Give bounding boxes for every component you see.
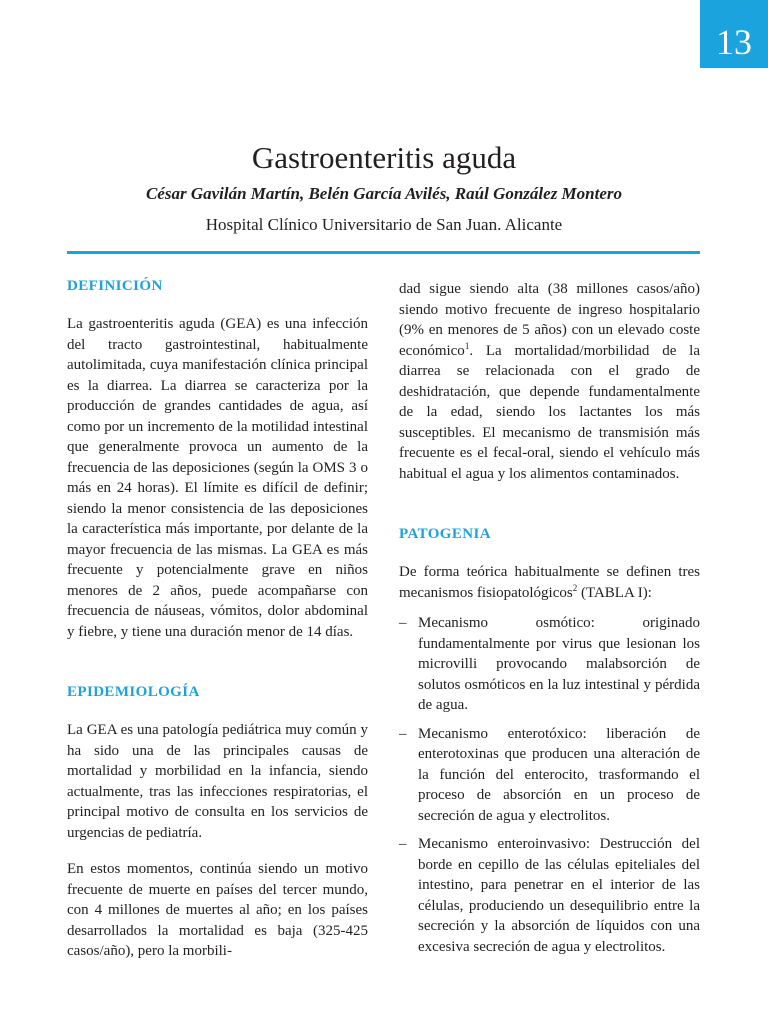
- reference-marker: 1: [464, 340, 470, 351]
- paragraph-patogenia-intro: [399, 562, 700, 603]
- dash-bullet: –: [399, 615, 407, 631]
- paragraph-epidemiologia-1: La GEA es una patología pediátrica muy común y ha sido una de las principales causas de mortalidad y morbilidad en la infancia, siendo actualmente, tras las infecciones respiratorias, el principal motivo de consulta en los servicios de urgencias de pediatría.: [67, 722, 368, 841]
- section-heading-patogenia: PATOGENIA: [399, 526, 491, 542]
- paragraph-epidemiologia-2: En estos momentos, continúa siendo un motivo frecuente de muerte en países del tercer mundo, con 4 millones de muertes al año; en los países desarrollados la mortalidad es baja (325-425 casos/año), pero la morbili-: [67, 861, 368, 959]
- article-affiliation: Hospital Clínico Universitario de San Juan. Alicante: [205, 215, 563, 234]
- list-item: [399, 724, 700, 827]
- text-fragment: . La mortalidad/morbilidad de la diarrea se relacionada con el grado de deshidratación, que depende fundamentalmente de la edad, siendo los lactantes los más susceptibles. El mecanismo de transmisión más frecuente es el fecal-oral, siendo el vehículo más habitual el agua y los alimentos contaminados.: [399, 342, 700, 482]
- list-item: [399, 834, 700, 957]
- dash-bullet: –: [399, 725, 407, 742]
- dash-bullet: –: [399, 836, 407, 852]
- text-fragment: (TABLA I):: [577, 584, 652, 601]
- page-number-badge: 13: [700, 0, 768, 68]
- mechanism-list: [399, 613, 700, 957]
- text-fragment: De forma teórica habitualmente se definen tres mecanismos fisiopatológicos: [399, 564, 700, 601]
- left-column: [67, 276, 368, 978]
- article-authors: César Gavilán Martín, Belén García Avilés, Raúl González Montero: [145, 184, 623, 203]
- header-divider: [67, 251, 700, 254]
- paragraph-epidemiologia-continued: [399, 279, 700, 484]
- section-heading-epidemiologia: EPIDEMIOLOGÍA: [67, 684, 200, 700]
- text-fragment: dad sigue siendo alta (38 millones casos/año) siendo motivo frecuente de ingreso hospitalario (9% en menores de 5 años) con un elevado coste económico: [399, 281, 700, 359]
- list-item: [399, 613, 700, 716]
- right-column: [399, 279, 700, 965]
- list-item-text: Mecanismo enterotóxico: liberación de enterotoxinas que producen una alteración de la función del enterocito, trasformando el proceso de absorción en un proceso de secreción de agua y electrolitos.: [418, 725, 700, 824]
- section-heading-definicion: DEFINICIÓN: [67, 278, 163, 294]
- list-item-text: Mecanismo osmótico: originado fundamentalmente por virus que lesionan los microvilli provocando malabsorción de solutos osmóticos en la luz intestinal y pérdida de agua.: [418, 615, 700, 713]
- paragraph-definicion: La gastroenteritis aguda (GEA) es una infección del tracto gastrointestinal, habitualmente autolimitada, cuya manifestación clínica principal es la diarrea. La diarrea se caracteriza por la producción de grandes cantidades de agua, así como por un incremento de la motilidad intestinal que generalmente provoca un aumento de la frecuencia de las deposiciones (según la OMS 3 o más en 24 horas). El límite es difícil de definir; siendo la menor consistencia de las deposiciones la característica más importante, por delante de la mayor frecuencia de las mismas. La GEA es más frecuente y potencialmente grave en niños menores de 2 años, puede acompañarse con frecuencia de náuseas, vómitos, dolor abdominal y fiebre, y tiene una duración menor de 14 días.: [67, 316, 368, 640]
- article-title: Gastroenteritis aguda: [251, 140, 517, 175]
- list-item-text: Mecanismo enteroinvasivo: Destrucción del borde en cepillo de las células epiteliales del intestino, para penetrar en el interior de las células, produciendo un desequilibrio entre la secreción y la absorción de líquidos con una excesiva secreción de agua y electrolitos.: [418, 836, 700, 955]
- reference-marker: 2: [572, 582, 578, 593]
